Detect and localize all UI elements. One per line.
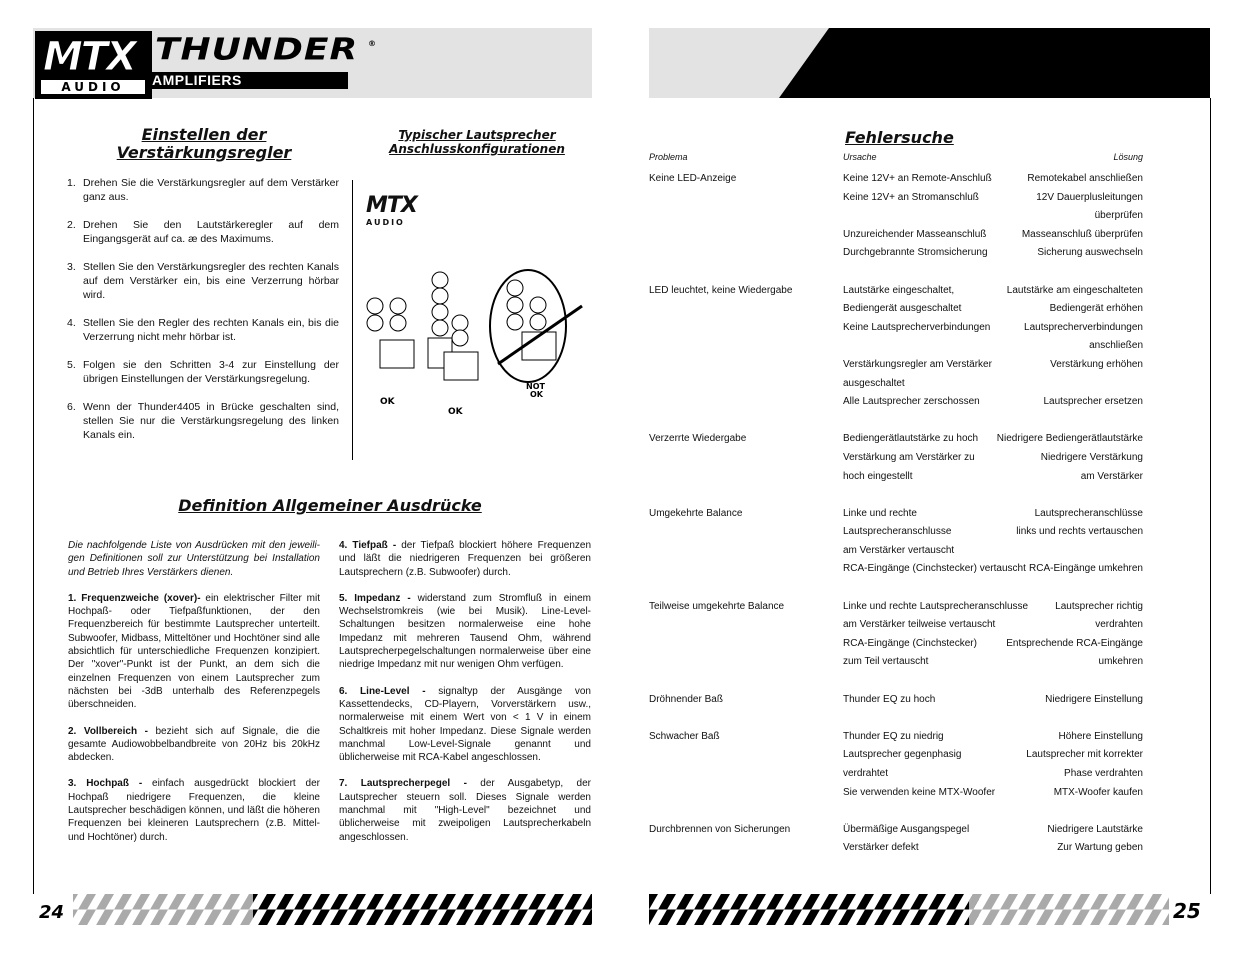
cell-problem: Teilweise umgekehrte Balance [649,600,785,612]
table-row [649,821,1143,840]
left-page-number: 24 [39,902,65,923]
list-item [67,358,339,386]
cell-solution: Niedrigere Einstellung [1045,693,1143,705]
table-row [649,784,1143,803]
registered-mark: ® [368,39,376,48]
cell-solution: Lautstärke am eingeschalteten [1006,284,1143,296]
table-row [649,300,1143,319]
table-row [649,468,1143,487]
ok-label-2: OK [448,407,463,416]
table-row [649,542,1143,561]
cell-cause: ausgeschaltet [843,377,905,389]
speaker-title-line2: Anschlusskonfigurationen [389,142,565,156]
def-text: signaltyp der Ausgänge von Kassettendecks, CD-Playern, Vorverstärkern usw., normalerweise mit einem Wert von < 1 V in einem Schaltkreis mit hoher Impedanz. Diese Signale werden manchmal Low-Level-Signale genannt und üblicherweise mit RCA-Kabel angeschlossen. [339,685,591,764]
step-text: Drehen Sie den Lautstärkeregler auf dem Eingangsgerät auf ca. æ des Maximums. [83,219,339,245]
list-item [339,592,591,672]
ok-label-1: OK [380,397,395,407]
notok-label-line1: NOT [526,382,545,391]
column-divider [352,180,353,460]
troubleshooting-title: Fehlersuche [845,128,954,147]
cell-solution: Entsprechende RCA-Eingänge [1006,637,1143,649]
cell-solution: Höhere Einstellung [1058,730,1143,742]
cell-cause: Unzureichender Masseanschluß [843,228,987,240]
table-row [649,746,1143,765]
table-row [649,244,1143,263]
cell-cause: RCA-Eingänge (Cinchstecker) [843,637,977,649]
table-row [649,505,1143,524]
cell-cause: Verstärkungsregler am Verstärker [843,358,992,370]
cell-cause: verdrahtet [843,768,889,779]
left-margin-rule [33,98,34,894]
def-term: 5. Impedanz - [339,592,411,604]
speaker-title-line1: Typischer Lautsprecher [398,128,556,142]
table-row [649,635,1143,654]
cell-cause: am Verstärker teilweise vertauscht [843,619,996,631]
list-item [67,176,339,204]
table-row [649,430,1143,449]
cell-cause: Alle Lautsprecher zerschossen [843,396,980,408]
cell-solution: RCA-Eingänge umkehren [1029,563,1143,575]
table-row [649,449,1143,468]
table-row [649,375,1143,394]
table-row [649,337,1143,356]
list-item [339,685,591,765]
step-text: Stellen Sie den Verstärkungsregler des rechten Kanals auf dem Verstärker ein, bis eine Verzerrung hörbar wird. [83,261,339,301]
cell-cause: Lautstärke eingeschaltet, [843,284,955,296]
table-row [649,839,1143,858]
list-item [67,316,339,344]
list-item [67,218,339,246]
step-text: Drehen Sie die Verstärkungsregler auf dem Verstärker ganz aus. [83,177,339,203]
list-item [68,725,320,765]
cell-solution: Lautsprecher ersetzen [1043,396,1143,408]
right-page-number: 25 [1173,899,1201,923]
table-row [649,728,1143,747]
cell-cause: Thunder EQ zu niedrig [843,730,944,742]
thunder-logo: THUNDER [155,32,359,68]
header-cause: Ursache [843,152,877,162]
cell-solution: MTX-Woofer kaufen [1053,786,1143,798]
table-row [649,319,1143,338]
def-text: bezieht sich auf Signale, die die gesamte Audiowobbelbandbreite von 20Hz bis 20kHz abdecken. [68,725,320,764]
table-row [649,765,1143,784]
cell-cause: Verstärkung am Verstärker zu [843,451,975,463]
cell-solution: links und rechts vertauschen [1016,526,1143,538]
speaker-mtx-logo [366,194,428,230]
def-term: 4. Tiefpaß - [339,540,397,551]
cell-cause: Keine 12V+ an Stromanschluß [843,191,979,203]
cell-solution: Lautsprecher richtig [1055,600,1143,612]
cell-solution: Niedrigere Verstärkung [1040,451,1143,463]
cell-problem: Umgekehrte Balance [649,507,743,519]
cell-solution: am Verstärker [1080,470,1143,482]
table-row [649,653,1143,672]
cell-solution: Sicherung auswechseln [1037,247,1143,259]
step-text: Stellen Sie den Regler des rechten Kanals ein, bis die Verzerrung nicht mehr hörbar ist. [83,317,339,343]
gain-steps-list [67,176,339,456]
cell-cause: Verstärker defekt [843,842,919,854]
cell-solution: überprüfen [1094,210,1143,222]
cell-cause: Sie verwenden keine MTX-Woofer [843,786,996,798]
speaker-logo-text: MTX [366,193,417,218]
def-term: 6. Line-Level - [339,685,426,697]
list-item [68,777,320,843]
def-text: der Ausgabetyp, der Lautsprecher steuern soll. Dieses Signale werden manchmal mit "High-Level" bezeichnet und üblicherweise mit zweipoligen Lautsprecherkabeln angeschlossen. [339,778,591,843]
cell-problem: Verzerrte Wiedergabe [649,433,747,445]
def-text: ein elektrischer Filter mit Hochpaß- oder Tiefpaßfunktionen, der den Frequenzbereich für bestimmte Lautsprecher unterteilt. Subwoofer, Midbass, Mitteltöner und Hochtöner sind alle absichtlich für unterschiedliche Frequenzen konzipiert. Der "xover"-Punkt ist der Punkt, an dem sich die einzelnen Frequenzen von einem Lautsprecher zum nächsten bei -3dB unterhalb des Referenzpegels überschneiden. [68,592,320,711]
gain-title-line1: Einstellen der [141,125,267,144]
cell-solution: Remotekabel anschließen [1027,173,1143,184]
cell-solution: Zur Wartung geben [1057,842,1143,854]
cell-cause: Durchgebrannte Stromsicherung [843,247,988,259]
cell-problem: Schwacher Baß [649,730,720,742]
list-item [339,777,591,843]
cell-solution: Verstärkung erhöhen [1050,358,1143,370]
header-black-wedge [649,28,1210,98]
step-number: 4. [67,317,76,329]
table-row [649,207,1143,226]
definitions-title: Definition Allgemeiner Ausdrücke [178,496,482,515]
cell-cause: Lautsprecher gegenphasig [843,749,962,761]
definitions-intro: Die nachfolgende Liste von Ausdrücken mit den jeweili-gen Definitionen soll zur Unterstützung bei Installation und Betrieb Ihres Verstärkers dienen. [68,540,320,578]
gain-title-line2: Verstärkungsregler [116,143,292,162]
speaker-logo-sub: AUDIO [366,218,405,227]
table-row [649,356,1143,375]
table-row [649,189,1143,208]
cell-solution: Niedrigere Lautstärke [1047,823,1143,835]
table-row [649,170,1143,189]
list-item [339,539,591,579]
table-row [649,598,1143,617]
def-text: widerstand zum Stromfluß in einem Wechselstromkreis (wie bei Musik). Line-Level-Schaltungen besitzen normalerweise eine hohe Impedanz mit mehreren Tausend Ohm, während Lautsprecherpegelschaltungen normalerweise über eine niedrige Impedanz mit nur wenigen Ohm verfügen. [339,592,591,671]
table-header [649,152,1143,170]
list-item [67,400,339,442]
right-header-band [649,28,1210,98]
cell-solution: Masseanschluß überprüfen [1021,228,1143,240]
def-term: 2. Vollbereich - [68,725,148,737]
mtx-audio-logo [35,31,152,99]
cell-problem: Keine LED-Anzeige [649,173,737,184]
cell-cause: am Verstärker vertauscht [843,544,955,556]
cell-cause: Übermäßige Ausgangspegel [843,823,970,835]
cell-cause: Keine 12V+ an Remote-Anschluß [843,173,992,184]
amplifiers-label: AMPLIFIERS [150,72,348,89]
cell-solution: Lautsprecheranschlüsse [1034,507,1143,519]
table-row [649,226,1143,245]
table-row [649,393,1143,412]
cell-solution: 12V Dauerplusleitungen [1036,191,1143,203]
table-row [649,560,1143,579]
step-number: 5. [67,359,76,371]
cell-cause: RCA-Eingänge (Cinchstecker) vertauscht [843,563,1026,575]
cell-solution: Bediengerät erhöhen [1049,303,1143,315]
cell-cause: Thunder EQ zu hoch [843,693,936,705]
def-term: 3. Hochpaß - [68,778,143,790]
cell-cause: hoch eingestellt [843,470,913,482]
cell-solution: anschließen [1089,340,1143,352]
def-text: einfach ausgedrückt blockiert der Hochpaß niedrigere Frequenzen, die kleine Lautsprecher beschädigen können, und läßt die höheren Frequenzen bei kleineren Lautsprechern (z.B. Mittel- und Hochtöner) durch. [68,778,320,843]
left-checker-footer [33,894,592,925]
speaker-config-diagram [360,268,592,416]
cell-cause: Keine Lautsprecherverbindungen [843,321,991,333]
step-number: 2. [67,219,76,231]
def-term: 1. Frequenzweiche (xover)- [68,592,201,604]
step-text: Wenn der Thunder4405 in Brücke geschalten sind, stellen Sie nur die Verstärkungsregelung des linken Kanals ein. [83,401,339,441]
table-body [649,170,1143,858]
cell-solution: Niedrigere Bediengerätlautstärke [996,433,1143,445]
speaker-config-title [362,128,592,156]
table-row [649,523,1143,542]
list-item [67,260,339,302]
notok-label-line2: OK [530,390,543,399]
cell-solution: verdrahten [1095,619,1143,631]
table-row [649,691,1143,710]
header-problem: Problema [649,152,688,162]
cell-cause: Linke und rechte [843,507,917,519]
step-number: 3. [67,261,76,273]
gain-section-title [68,126,340,162]
cell-problem: LED leuchtet, keine Wiedergabe [649,284,793,296]
cell-solution: umkehren [1098,656,1143,668]
cell-solution: Lautsprecher mit korrekter [1026,749,1143,761]
mtx-logo-text: MTX [43,34,135,80]
table-row [649,616,1143,635]
cell-cause: zum Teil vertauscht [843,656,929,668]
right-margin-rule [1210,98,1211,894]
header-solution: Lösung [1113,152,1143,162]
def-term: 7. Lautsprecherpegel - [339,778,467,790]
cell-problem: Durchbrennen von Sicherungen [649,823,791,835]
cell-problem: Dröhnender Baß [649,693,723,705]
step-number: 6. [67,401,76,413]
step-number: 1. [67,177,76,189]
definitions-column-2 [339,539,591,857]
list-item [68,592,320,712]
right-checker-footer [649,894,1210,925]
cell-cause: Bediengerätlautstärke zu hoch [843,433,979,445]
cell-solution: Phase verdrahten [1064,768,1143,779]
audio-logo-text: AUDIO [41,80,145,94]
cell-solution: Lautsprecherverbindungen [1024,321,1143,333]
definitions-column-1 [68,539,320,857]
cell-cause: Linke und rechte Lautsprecheranschlusse [843,600,1029,612]
def-text: der Tiefpaß blockiert höhere Frequenzen und läßt die niedrigeren Frequenzen bei größeren Lautsprechern (z.B. Subwoofer) durch. [339,540,592,578]
troubleshooting-table [649,152,1143,858]
cell-cause: Bediengerät ausgeschaltet [843,303,962,315]
step-text: Folgen sie den Schritten 3-4 zur Einstellung der übrigen Einstellungen der Verstärkungsregelung. [83,359,339,385]
table-row [649,282,1143,301]
cell-cause: Lautsprecheranschlusse [843,526,952,538]
